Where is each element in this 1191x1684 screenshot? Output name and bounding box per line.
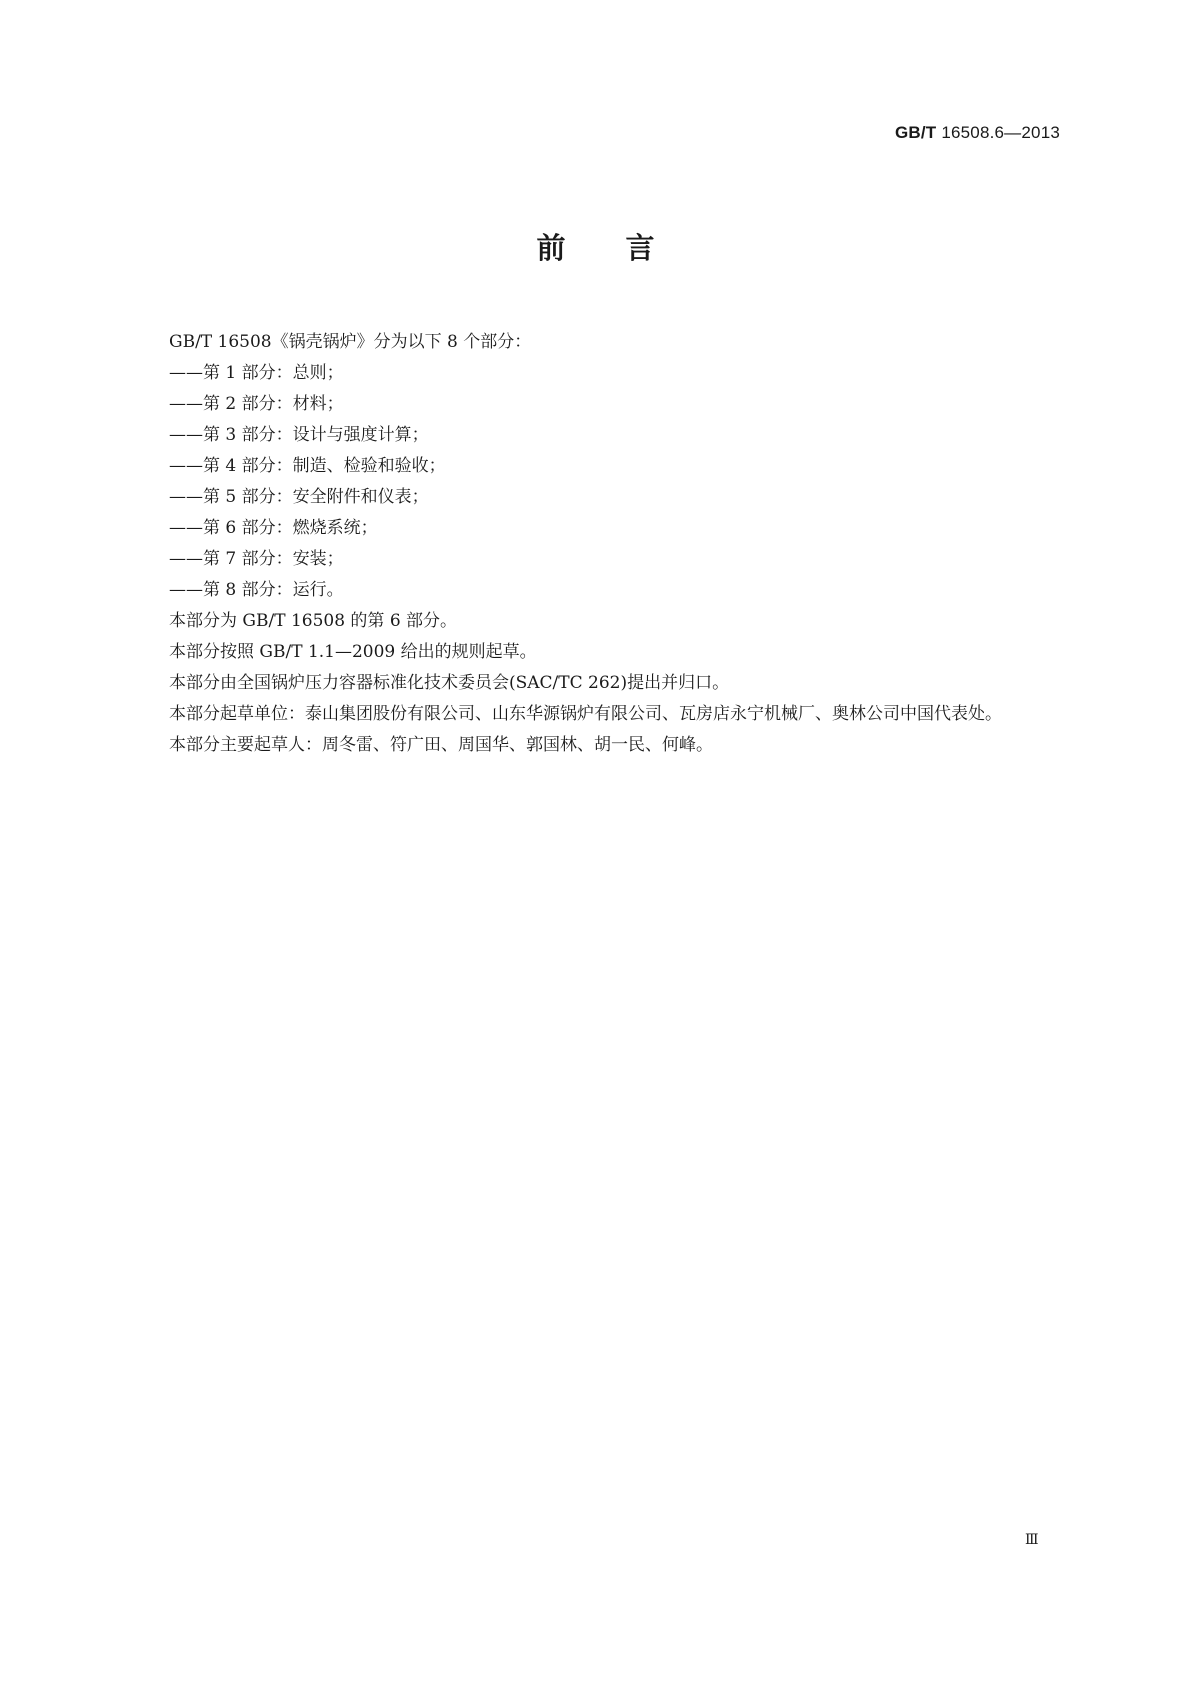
part-statement-paragraph: 本部分为 GB/T 16508 的第 6 部分。 [169, 611, 458, 631]
part-list-item: ——第 7 部分：安装； [169, 549, 344, 569]
part-list-item: ——第 8 部分：运行。 [169, 580, 344, 600]
part-list-item: ——第 2 部分：材料； [169, 394, 344, 414]
standard-number-header [895, 123, 1060, 143]
drafting-units-paragraph: 本部分起草单位：泰山集团股份有限公司、山东华源锅炉有限公司、瓦房店永宁机械厂、奥林公司中国代表处。 [169, 704, 1002, 724]
part-list-item: ——第 6 部分：燃烧系统； [169, 518, 378, 538]
intro-paragraph: GB/T 16508《锅壳锅炉》分为以下 8 个部分： [169, 332, 532, 352]
page-number: Ⅲ [1025, 1532, 1039, 1548]
part-list-item: ——第 1 部分：总则； [169, 363, 344, 383]
part-list-item: ——第 5 部分：安全附件和仪表； [169, 487, 429, 507]
standard-number: 16508.6—2013 [941, 123, 1060, 142]
standard-prefix: GB/T [894, 123, 937, 142]
foreword-body [135, 327, 1063, 761]
part-list-item: ——第 4 部分：制造、检验和验收； [169, 456, 446, 476]
page-title: 前言 [536, 231, 715, 265]
part-list-item: ——第 3 部分：设计与强度计算； [169, 425, 429, 445]
drafting-rules-paragraph: 本部分按照 GB/T 1.1—2009 给出的规则起草。 [169, 642, 537, 662]
drafters-paragraph: 本部分主要起草人：周冬雷、符广田、周国华、郭国林、胡一民、何峰。 [169, 735, 713, 755]
committee-paragraph: 本部分由全国锅炉压力容器标准化技术委员会(SAC/TC 262)提出并归口。 [169, 673, 730, 693]
